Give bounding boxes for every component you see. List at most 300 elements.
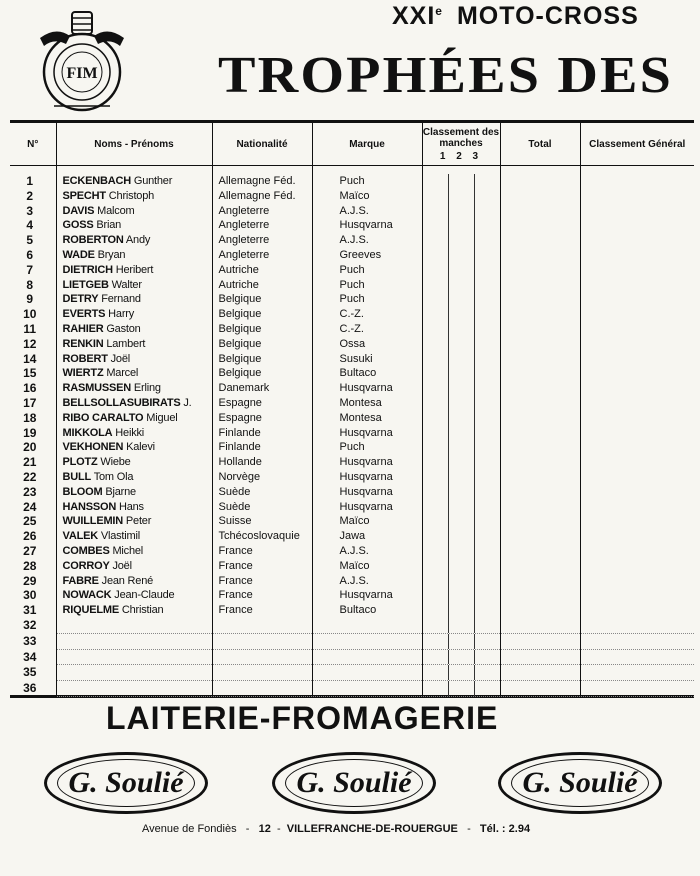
manche-cell — [423, 189, 448, 204]
table-row — [10, 248, 694, 263]
svg-text:FIM: FIM — [66, 65, 98, 82]
manche-cell — [448, 665, 474, 680]
manche-cell — [474, 588, 500, 603]
manche-cell — [448, 455, 474, 470]
manche-cell — [448, 529, 474, 544]
row-last-name: HANSSON — [62, 500, 117, 513]
manche-cell — [423, 174, 448, 189]
row-number: 31 — [23, 603, 37, 618]
table-row — [10, 366, 694, 381]
manche-cell — [423, 381, 448, 396]
manche-cell — [474, 500, 500, 515]
table-row — [10, 263, 694, 278]
row-manches — [422, 204, 500, 219]
row-brand: Maïco — [312, 514, 422, 529]
manche-cell — [423, 665, 448, 680]
manche-cell — [448, 248, 474, 263]
row-total — [500, 166, 580, 189]
row-manches — [422, 500, 500, 515]
row-total — [500, 322, 580, 337]
row-last-name: WUILLEMIN — [62, 515, 124, 528]
row-general — [580, 352, 694, 367]
manche-cell — [448, 292, 474, 307]
row-general — [580, 440, 694, 455]
row-total — [500, 649, 580, 665]
row-total — [500, 574, 580, 589]
row-last-name: SPECHT — [62, 189, 106, 202]
row-brand: Montesa — [312, 411, 422, 426]
row-manches — [422, 649, 500, 665]
manche-cell — [423, 681, 448, 696]
row-manches — [422, 603, 500, 618]
row-brand: Puch — [312, 278, 422, 293]
manche-cell — [448, 588, 474, 603]
row-nationality: Allemagne Féd. — [212, 166, 312, 189]
row-total — [500, 500, 580, 515]
row-general — [580, 485, 694, 500]
manche-cell — [423, 634, 448, 649]
manche-cell — [423, 500, 448, 515]
row-first-name: Heikki — [115, 426, 145, 439]
row-number: 22 — [23, 469, 37, 484]
manche-cell — [448, 470, 474, 485]
manche-cell — [474, 665, 500, 680]
col-total-header: Total — [500, 123, 580, 166]
row-general — [580, 337, 694, 352]
manche-cell — [448, 514, 474, 529]
row-number: 12 — [23, 336, 37, 351]
row-first-name: Andy — [125, 234, 151, 247]
row-general — [580, 411, 694, 426]
manche-cell — [448, 278, 474, 293]
row-name — [56, 307, 212, 322]
row-general — [580, 396, 694, 411]
manche-cell — [423, 603, 448, 618]
manche-cell — [474, 440, 500, 455]
row-manches — [422, 263, 500, 278]
row-general — [580, 455, 694, 470]
row-number: 20 — [23, 440, 37, 455]
manche-cell — [448, 263, 474, 278]
row-first-name: Brian — [96, 219, 122, 232]
row-name — [56, 248, 212, 263]
row-name — [56, 233, 212, 248]
manche-cell — [448, 337, 474, 352]
col-general-header: Classement Général — [580, 123, 694, 166]
row-total — [500, 618, 580, 633]
manche-cell — [448, 440, 474, 455]
row-total — [500, 588, 580, 603]
row-first-name: Harry — [108, 308, 135, 321]
row-nationality: France — [212, 588, 312, 603]
sponsor-address — [142, 823, 530, 835]
row-general — [580, 649, 694, 665]
sponsor-logo-right: G. Soulié — [498, 752, 662, 814]
row-total — [500, 307, 580, 322]
row-last-name: WIERTZ — [62, 367, 104, 380]
row-nationality: France — [212, 574, 312, 589]
manche-cell — [474, 248, 500, 263]
row-total — [500, 381, 580, 396]
row-total — [500, 292, 580, 307]
row-general — [580, 588, 694, 603]
row-name — [56, 529, 212, 544]
manche-cell — [448, 189, 474, 204]
row-last-name: FABRE — [62, 574, 99, 587]
row-nationality: Espagne — [212, 396, 312, 411]
address-sep-1: - — [245, 823, 250, 835]
row-total — [500, 529, 580, 544]
address-dept: 12 — [258, 823, 271, 835]
row-number: 23 — [23, 484, 37, 499]
row-general — [580, 618, 694, 633]
row-total — [500, 455, 580, 470]
row-first-name: Hans — [118, 500, 144, 513]
row-name — [56, 337, 212, 352]
manche-cell — [474, 618, 500, 633]
row-last-name: LIETGEB — [62, 278, 109, 291]
row-nationality: Allemagne Féd. — [212, 189, 312, 204]
row-name — [56, 485, 212, 500]
row-brand: A.J.S. — [312, 204, 422, 219]
row-name — [56, 514, 212, 529]
manche-cell — [474, 366, 500, 381]
row-last-name: RENKIN — [62, 337, 104, 350]
row-manches — [422, 588, 500, 603]
row-last-name: DAVIS — [62, 204, 95, 217]
row-nationality — [212, 665, 312, 681]
manche-cell — [474, 204, 500, 219]
row-last-name: RASMUSSEN — [62, 382, 131, 395]
table-row — [10, 352, 694, 367]
entrants-table — [10, 120, 694, 698]
row-manches — [422, 544, 500, 559]
table-row — [10, 307, 694, 322]
table-row — [10, 233, 694, 248]
row-name — [56, 278, 212, 293]
event-name: MOTO-CROSS — [456, 2, 639, 30]
row-first-name: Christian — [121, 604, 164, 617]
row-name — [56, 322, 212, 337]
row-manches — [422, 559, 500, 574]
row-general — [580, 366, 694, 381]
row-name — [56, 681, 212, 697]
row-manches — [422, 426, 500, 441]
row-brand: Husqvarna — [312, 381, 422, 396]
address-street: Avenue de Fondiès — [142, 823, 237, 835]
table-row — [10, 681, 694, 697]
manche-cell — [474, 559, 500, 574]
row-name — [56, 166, 212, 189]
row-last-name: CORROY — [62, 559, 110, 572]
table-row — [10, 381, 694, 396]
row-number: 5 — [26, 233, 34, 248]
row-brand — [312, 633, 422, 649]
table-row — [10, 337, 694, 352]
manche-cell — [448, 233, 474, 248]
row-name — [56, 440, 212, 455]
row-nationality: Angleterre — [212, 218, 312, 233]
row-brand: Husqvarna — [312, 426, 422, 441]
manche-cell — [474, 352, 500, 367]
col-manches-header — [422, 123, 500, 166]
table-row — [10, 166, 694, 189]
row-manches — [422, 292, 500, 307]
table-row — [10, 426, 694, 441]
row-name — [56, 603, 212, 618]
row-last-name: BULL — [62, 470, 92, 483]
row-name — [56, 218, 212, 233]
manche-cell — [423, 233, 448, 248]
manche-cell — [423, 307, 448, 322]
row-number: 26 — [23, 529, 37, 544]
row-total — [500, 366, 580, 381]
row-name — [56, 633, 212, 649]
row-nationality: Suède — [212, 485, 312, 500]
manche-cell — [423, 411, 448, 426]
row-general — [580, 529, 694, 544]
row-last-name: BELLSOLLASUBIRATS — [62, 396, 181, 409]
manche-cell — [474, 263, 500, 278]
address-sep-3: - — [467, 823, 471, 835]
row-manches — [422, 307, 500, 322]
row-number: 33 — [23, 633, 37, 648]
manche-cell — [423, 618, 448, 633]
manche-cell — [448, 500, 474, 515]
manche-cell — [474, 574, 500, 589]
row-first-name: Jean René — [101, 574, 154, 587]
row-total — [500, 514, 580, 529]
row-first-name: J. — [183, 396, 192, 409]
manche-cell — [448, 650, 474, 665]
row-first-name: Bryan — [97, 248, 126, 261]
row-number: 2 — [26, 188, 34, 203]
manche-cell — [474, 307, 500, 322]
manche-cell — [448, 218, 474, 233]
row-last-name: EVERTS — [62, 308, 106, 321]
row-total — [500, 396, 580, 411]
row-last-name: VALEK — [62, 530, 98, 543]
manche-cell — [474, 233, 500, 248]
table-row — [10, 278, 694, 293]
manche-cell — [423, 485, 448, 500]
row-number: 1 — [26, 174, 34, 188]
row-total — [500, 204, 580, 219]
manche-cell — [474, 514, 500, 529]
row-manches — [422, 574, 500, 589]
row-nationality: France — [212, 603, 312, 618]
row-number: 29 — [23, 573, 37, 588]
row-number: 21 — [23, 455, 37, 470]
row-name — [56, 189, 212, 204]
row-number: 28 — [23, 558, 37, 573]
row-brand: Ossa — [312, 337, 422, 352]
row-number: 3 — [26, 203, 34, 218]
row-name — [56, 588, 212, 603]
manche-cell — [423, 588, 448, 603]
row-manches — [422, 218, 500, 233]
table-row — [10, 500, 694, 515]
row-first-name: Gunther — [133, 175, 173, 187]
sponsor-title: LAITERIE-FROMAGERIE — [106, 700, 499, 736]
manche-cell — [423, 559, 448, 574]
row-number: 14 — [23, 351, 37, 366]
row-name — [56, 292, 212, 307]
row-number: 7 — [26, 262, 34, 277]
manche-cell — [423, 352, 448, 367]
row-last-name: COMBES — [62, 544, 110, 557]
manche-cell — [474, 411, 500, 426]
row-name — [56, 263, 212, 278]
row-total — [500, 603, 580, 618]
address-sep-2: - — [276, 823, 281, 835]
table-row — [10, 189, 694, 204]
fim-logo-icon — [36, 8, 128, 116]
row-brand: C.-Z. — [312, 322, 422, 337]
row-brand: Maïco — [312, 559, 422, 574]
row-last-name: ECKENBACH — [62, 175, 131, 187]
row-total — [500, 681, 580, 697]
row-number: 18 — [23, 410, 37, 425]
row-brand: Husqvarna — [312, 470, 422, 485]
manche-cell — [448, 352, 474, 367]
row-nationality: Hollande — [212, 455, 312, 470]
row-first-name: Joël — [110, 352, 130, 365]
table-row — [10, 665, 694, 681]
row-general — [580, 681, 694, 697]
manche-cell — [474, 322, 500, 337]
row-last-name: MIKKOLA — [62, 426, 113, 439]
row-brand: Bultaco — [312, 366, 422, 381]
row-name — [56, 559, 212, 574]
row-number: 35 — [23, 665, 37, 680]
col-num-header: N° — [10, 123, 56, 166]
row-general — [580, 470, 694, 485]
row-nationality: Belgique — [212, 366, 312, 381]
row-manches — [422, 411, 500, 426]
row-nationality: Belgique — [212, 307, 312, 322]
table-row — [10, 411, 694, 426]
row-manches — [422, 366, 500, 381]
manche-cell — [423, 529, 448, 544]
table-row — [10, 218, 694, 233]
manche-cell — [448, 559, 474, 574]
manche-cell — [474, 544, 500, 559]
table-row — [10, 514, 694, 529]
row-total — [500, 559, 580, 574]
row-nationality: Suisse — [212, 514, 312, 529]
row-first-name: Vlastimil — [100, 530, 140, 543]
manche-cell — [448, 396, 474, 411]
row-brand — [312, 649, 422, 665]
manche-cell — [474, 174, 500, 189]
row-last-name: DIETRICH — [62, 263, 113, 276]
manche-cell — [448, 411, 474, 426]
manche-cell — [423, 322, 448, 337]
row-general — [580, 263, 694, 278]
manche-cell — [448, 485, 474, 500]
table-row — [10, 485, 694, 500]
manche-cell — [448, 426, 474, 441]
manche-cell — [474, 337, 500, 352]
table-row — [10, 204, 694, 219]
row-number: 30 — [23, 588, 37, 603]
row-brand: Greeves — [312, 248, 422, 263]
table-row — [10, 544, 694, 559]
row-name — [56, 574, 212, 589]
row-total — [500, 337, 580, 352]
row-first-name: Lambert — [106, 337, 146, 350]
row-number: 34 — [23, 649, 37, 664]
manche-cell — [423, 218, 448, 233]
row-nationality: Danemark — [212, 381, 312, 396]
row-first-name: Erling — [133, 382, 161, 395]
row-first-name: Miguel — [146, 411, 178, 424]
row-general — [580, 248, 694, 263]
row-manches — [422, 529, 500, 544]
row-general — [580, 166, 694, 189]
manche-cell — [448, 174, 474, 189]
row-brand — [312, 681, 422, 697]
table-row — [10, 529, 694, 544]
manche-cell — [423, 263, 448, 278]
table-header-row — [10, 123, 694, 166]
manche-cell — [423, 455, 448, 470]
page-title: TROPHÉES DES — [218, 47, 674, 104]
row-nationality: Angleterre — [212, 248, 312, 263]
row-last-name: NOWACK — [62, 589, 112, 602]
manche-cell — [423, 204, 448, 219]
manche-cell — [448, 366, 474, 381]
table-row — [10, 603, 694, 618]
manche-cell — [474, 292, 500, 307]
manche-cell — [474, 455, 500, 470]
row-nationality — [212, 649, 312, 665]
row-manches — [422, 337, 500, 352]
row-first-name: Jean-Claude — [114, 589, 175, 602]
manche-cell — [448, 544, 474, 559]
row-total — [500, 665, 580, 681]
row-manches — [422, 665, 500, 681]
col-brand-header: Marque — [312, 123, 422, 166]
manche-cell — [474, 218, 500, 233]
manche-cell — [474, 529, 500, 544]
manche-cell — [474, 426, 500, 441]
row-number: 6 — [26, 247, 34, 262]
row-nationality: Tchécoslovaquie — [212, 529, 312, 544]
row-name — [56, 665, 212, 681]
manche-cell — [423, 574, 448, 589]
manche-cell — [423, 337, 448, 352]
row-last-name: ROBERTON — [62, 234, 124, 247]
manche-cell — [423, 544, 448, 559]
address-phone: Tél. : 2.94 — [479, 823, 531, 835]
row-manches — [422, 633, 500, 649]
row-nationality: Espagne — [212, 411, 312, 426]
row-general — [580, 574, 694, 589]
table-row — [10, 559, 694, 574]
row-general — [580, 204, 694, 219]
row-nationality: Autriche — [212, 278, 312, 293]
table-row — [10, 396, 694, 411]
row-brand: Montesa — [312, 396, 422, 411]
row-total — [500, 189, 580, 204]
row-general — [580, 189, 694, 204]
row-brand: Husqvarna — [312, 485, 422, 500]
row-manches — [422, 166, 500, 189]
row-nationality: Belgique — [212, 322, 312, 337]
row-manches — [422, 396, 500, 411]
